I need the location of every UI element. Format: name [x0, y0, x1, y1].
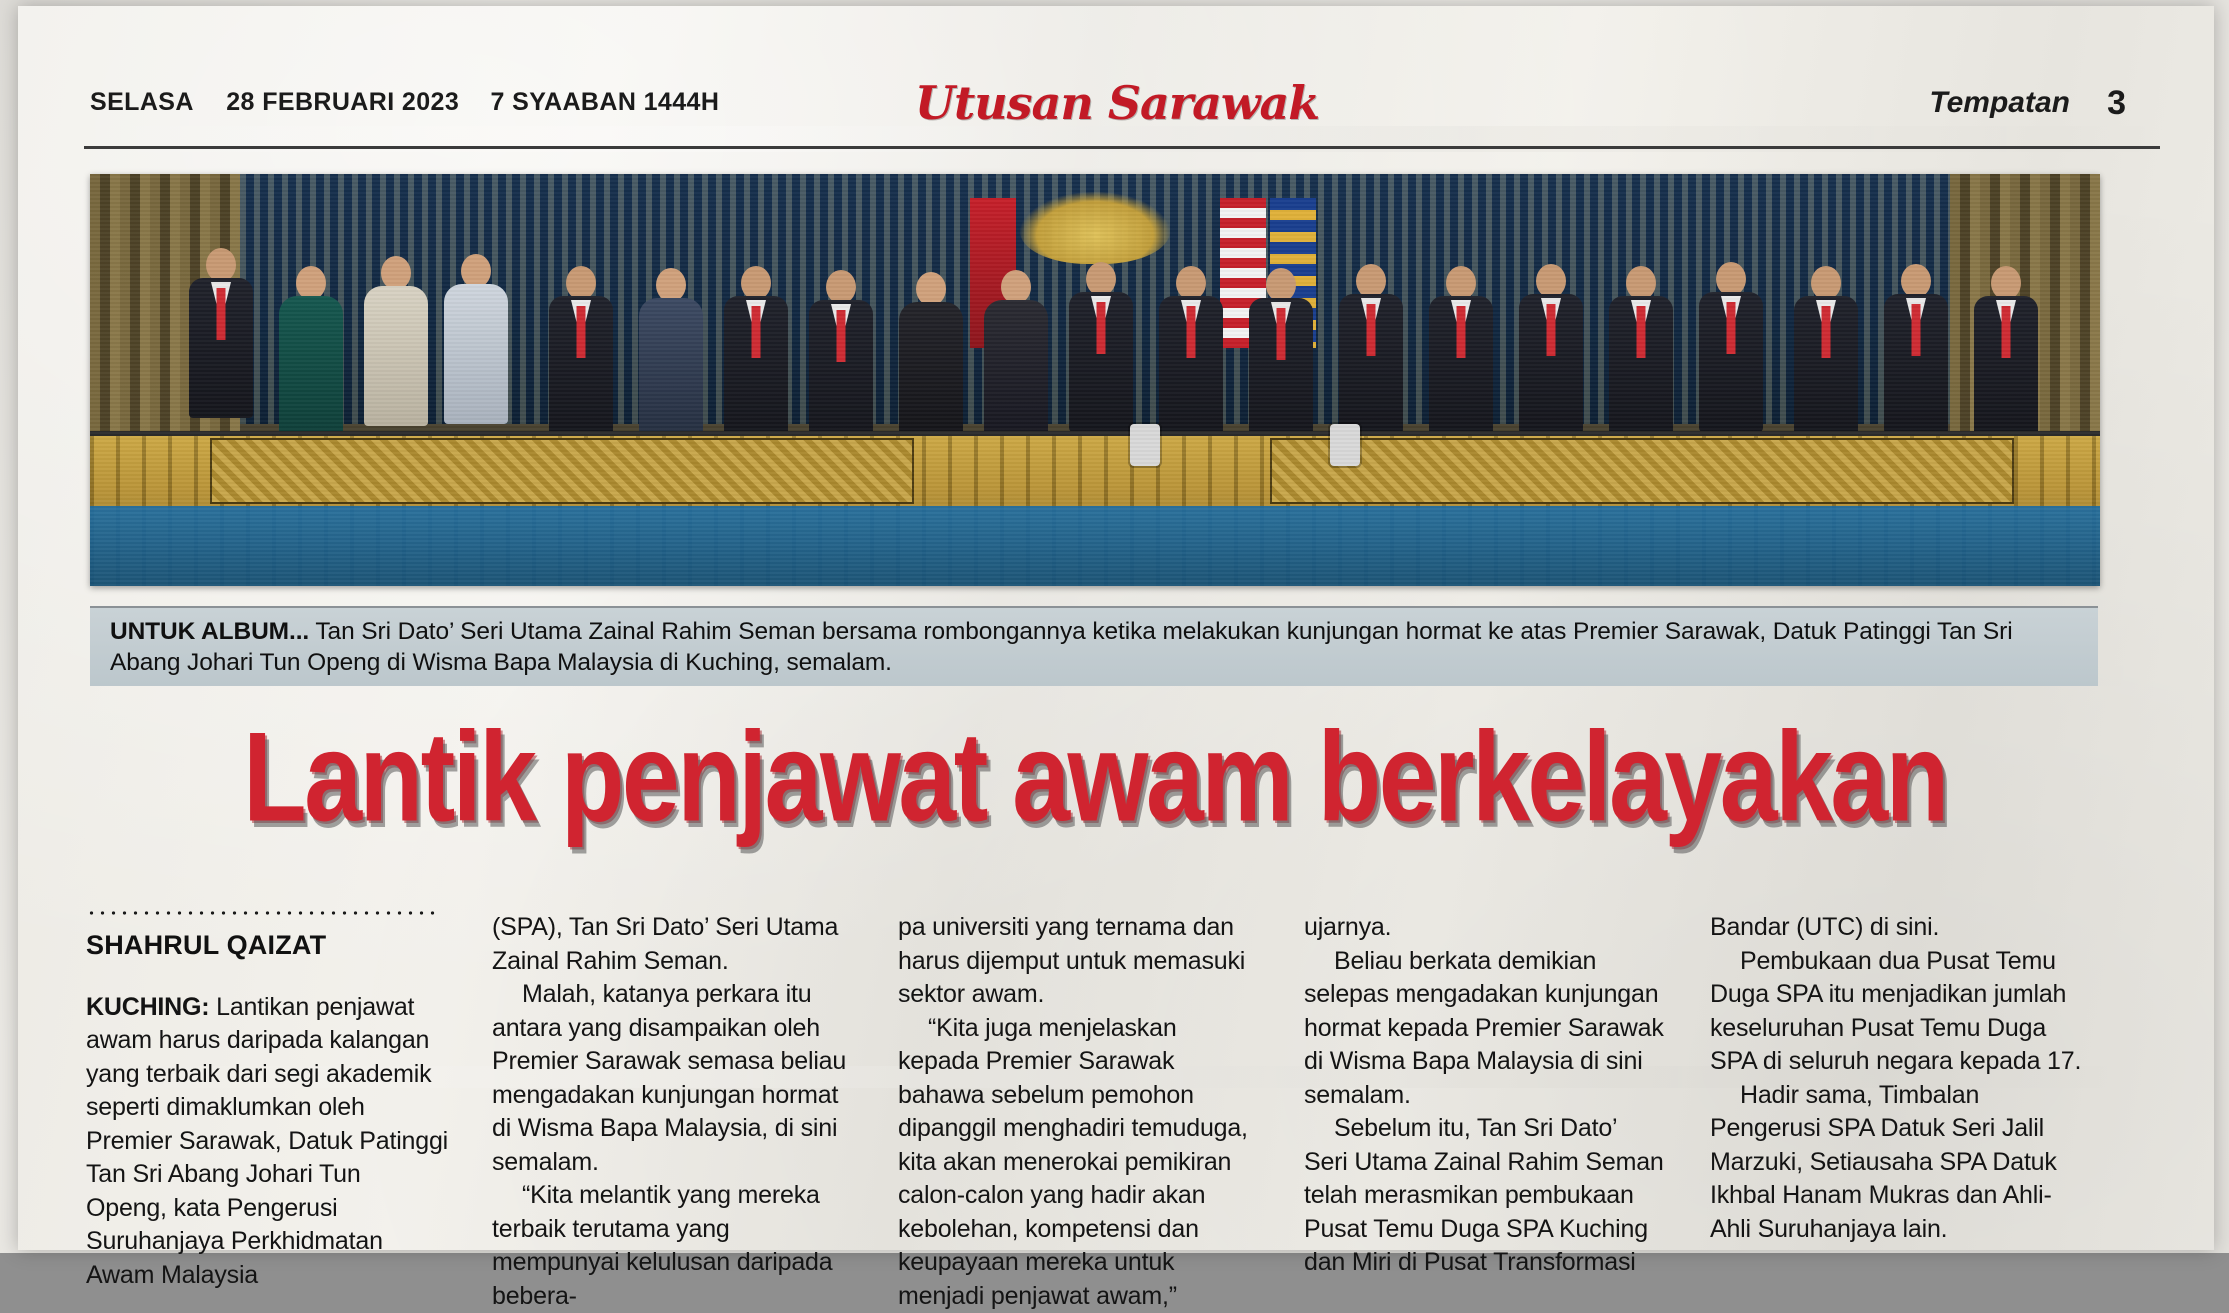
person-figure	[1970, 266, 2042, 436]
person-figure	[1790, 266, 1862, 436]
paragraph-text: Lantikan penjawat awam harus daripada kalangan yang terbaik dari segi akademik seperti dimaklumkan oleh Premier Sarawak, Datuk Patinggi Tan Sri Abang Johari Tun Openg, kata Pengerusi Suruhanjaya Perkhidmatan Awam Malaysia	[86, 993, 448, 1289]
masthead-hijri-date: 7 SYAABAN 1444H	[491, 88, 720, 116]
paragraph: Sebelum itu, Tan Sri Dato’ Seri Utama Zainal Rahim Seman telah merasmikan pembukaan Pusat Temu Duga SPA Kuching dan Miri di Pusat Transformasi	[1304, 1112, 1666, 1280]
person-figure	[1065, 262, 1137, 432]
paragraph: (SPA), Tan Sri Dato’ Seri Utama Zainal Rahim Seman.	[492, 911, 854, 978]
person-figure	[275, 266, 347, 436]
masthead-day: SELASA	[90, 88, 193, 116]
photo-caption-lead: UNTUK ALBUM...	[110, 618, 309, 645]
state-crest-icon	[1020, 192, 1170, 264]
person-figure	[1245, 268, 1317, 438]
person-figure	[1335, 264, 1407, 434]
article-column-5	[1710, 911, 2090, 1246]
paragraph	[86, 991, 448, 1293]
section-label: Tempatan	[1929, 86, 2070, 120]
masthead	[78, 84, 2156, 128]
newspaper-title: Utusan Sarawak	[78, 76, 2156, 130]
photo-caption-text	[110, 616, 2084, 678]
person-figure	[1605, 266, 1677, 436]
photo-floor	[90, 506, 2100, 586]
paragraph: ujarnya.	[1304, 911, 1666, 945]
paper-sheet	[18, 6, 2214, 1250]
page-number: 3	[2107, 84, 2126, 123]
person-figure	[980, 270, 1052, 440]
article-byline: SHAHRUL QAIZAT	[86, 929, 448, 963]
article-headline: Lantik penjawat awam berkelayakan	[90, 706, 2100, 851]
person-figure	[635, 268, 707, 438]
paragraph: Pembukaan dua Pusat Temu Duga SPA itu menjadikan jumlah keseluruhan Pusat Temu Duga SPA di seluruh negara kepada 17.	[1710, 945, 2090, 1079]
person-figure	[185, 248, 257, 418]
person-figure	[440, 254, 512, 424]
photo-caption	[90, 606, 2098, 686]
person-figure	[720, 266, 792, 436]
article-column-4	[1304, 911, 1666, 1280]
byline-rule	[86, 911, 438, 915]
paragraph: “Kita juga menjelaskan kepada Premier Sarawak bahawa sebelum pemohon dipanggil menghadiri temuduga, kita akan menerokai pemikiran calon-calon yang hadir akan kebolehan, kompetensi dan keupayaan mereka untuk menjadi penjawat awam,”	[898, 1012, 1260, 1313]
person-figure	[1695, 262, 1767, 432]
person-figure	[1425, 266, 1497, 436]
person-figure	[805, 270, 877, 440]
paragraph: “Kita melantik yang mereka terbaik terutama yang mempunyai kelulusan daripada bebera-	[492, 1179, 854, 1313]
paragraph: Bandar (UTC) di sini.	[1710, 911, 2090, 945]
photo-caption-body: Tan Sri Dato’ Seri Utama Zainal Rahim Seman bersama rombongannya ketika melakukan kunjungan hormat ke atas Premier Sarawak, Datuk Patinggi Tan Sri Abang Johari Tun Openg di Wisma Bapa Malaysia di Kuching, semalam.	[110, 618, 2013, 676]
person-figure	[1880, 264, 1952, 434]
microphone-icon	[1130, 424, 1160, 466]
article-photo	[90, 174, 2100, 586]
paragraph: Malah, katanya perkara itu antara yang disampaikan oleh Premier Sarawak semasa beliau mengadakan kunjungan hormat di Wisma Bapa Malaysia, di sini semalam.	[492, 978, 854, 1179]
person-figure	[545, 266, 617, 436]
photo-dais-panel	[210, 438, 914, 504]
paragraph: Beliau berkata demikian selepas mengadakan kunjungan hormat kepada Premier Sarawak di Wisma Bapa Malaysia di sini semalam.	[1304, 945, 1666, 1113]
dateline: KUCHING:	[86, 993, 209, 1021]
person-figure	[360, 256, 432, 426]
paragraph: pa universiti yang ternama dan harus dijemput untuk memasuki sektor awam.	[898, 911, 1260, 1012]
article-column-1	[86, 911, 448, 1292]
photo-dais-panel	[1270, 438, 2014, 504]
person-figure	[1155, 266, 1227, 436]
microphone-icon	[1330, 424, 1360, 466]
masthead-date: 28 FEBRUARI 2023	[226, 88, 459, 116]
paragraph: Hadir sama, Timbalan Pengerusi SPA Datuk Seri Jalil Marzuki, Setiausaha SPA Datuk Ikhbal Hanam Mukras dan Ahli-Ahli Suruhanjaya lain.	[1710, 1079, 2090, 1247]
person-figure	[895, 272, 967, 442]
person-figure	[1515, 264, 1587, 434]
article-body	[86, 911, 2156, 1259]
masthead-divider	[84, 146, 2160, 149]
